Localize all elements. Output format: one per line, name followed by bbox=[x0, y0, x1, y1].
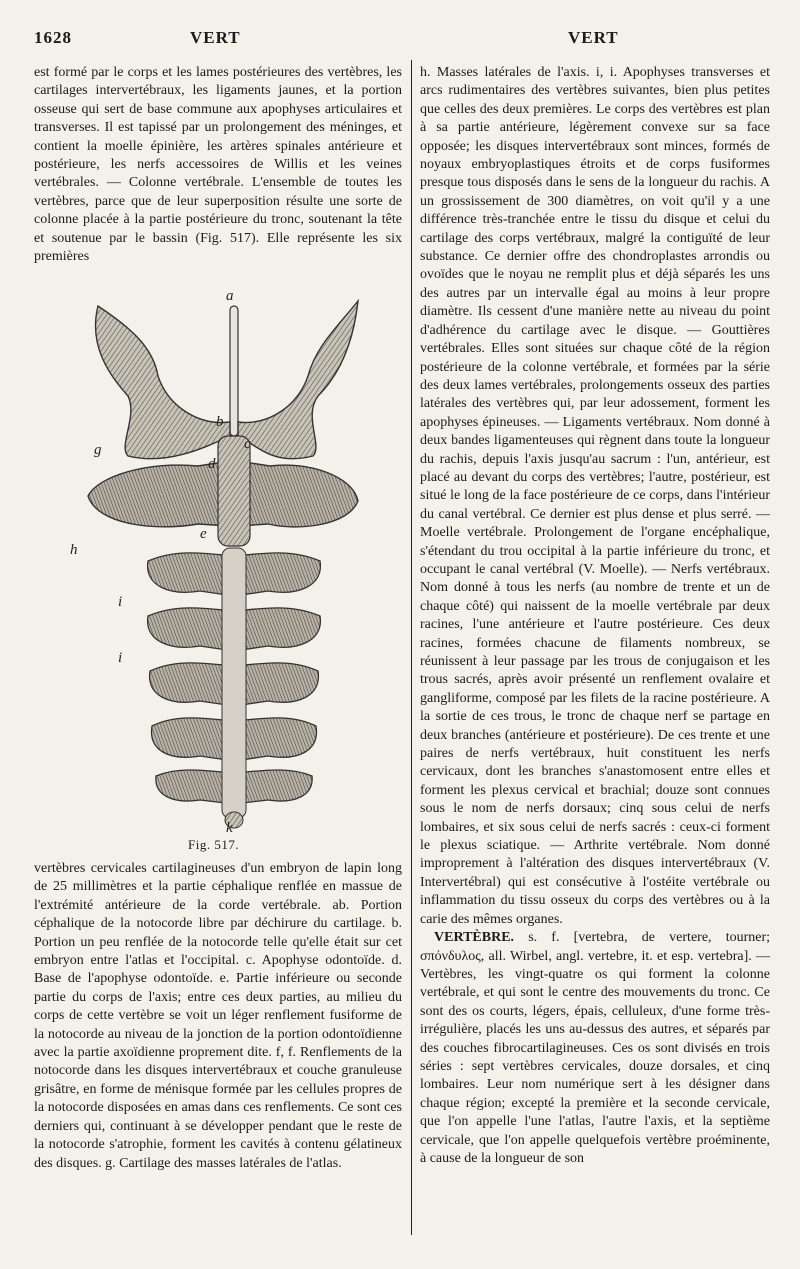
vertebral-column-drawing bbox=[58, 286, 380, 834]
left-column-top-text bbox=[34, 64, 402, 266]
figure-label-b: b bbox=[216, 414, 224, 430]
left-column-bottom-text bbox=[34, 860, 402, 1173]
figure-label-e: e bbox=[200, 526, 207, 542]
figure-517-illustration bbox=[58, 286, 380, 834]
page-number: 1628 bbox=[34, 28, 72, 47]
figure-legend-paragraph: vertèbres cervicales cartilagineuses d'un embryon de lapin long de 25 millimètres et la partie céphalique renflée en massue de l'extrémité antérieure de la corde vertébrale. ab. Portion céphalique de la notocorde libre par déchirure du cartilage. b. Portion un peu renflée de la notocorde telle qu'elle était sur cet embryon entre l'atlas et l'occipital. c. Apophyse odontoïde. d. Base de l'apophyse odontoïde. e. Partie inférieure ou seconde partie du corps de l'axis; entre ces deux parties, au milieu du corps de cette vertèbre se voit un léger renflement fusiforme de la notocorde au niveau de la jonction de la portion odontoïdienne avec la partie axoïdienne proprement dite. f, f. Renflements de la notocorde dans les disques intervertébraux et couche granuleuse grisâtre, en forme de ménisque formée par les cellules propres de la notocorde disposées en amas dans ces renflements. Ce sont ces derniers qui, continuant à se développer pendant que le reste de la notocorde s'atrophie, forment les cavités à contenu gélatineux des disques. g. Cartilage des masses latérales de l'atlas. bbox=[34, 861, 402, 1171]
figure-caption: Fig. 517. bbox=[188, 837, 240, 852]
atlas-left-mass bbox=[95, 306, 230, 459]
figure-label-c: c bbox=[244, 436, 251, 452]
right-column bbox=[420, 64, 770, 1168]
figure-label-h: h bbox=[70, 542, 78, 558]
entry-headword: VERTÈBRE. bbox=[434, 930, 515, 946]
notochord-rod bbox=[230, 306, 238, 436]
figure-label-k: k bbox=[226, 820, 233, 834]
running-head-left: VERT bbox=[190, 28, 241, 47]
atlas-right-mass bbox=[238, 301, 358, 459]
axis-body bbox=[218, 436, 250, 546]
running-head-right: VERT bbox=[568, 28, 619, 47]
column-divider bbox=[411, 60, 412, 1235]
entry-text: s. f. [vertebra, de vertere, tourner; σπόνδυλος, all. Wirbel, angl. vertebre, it. et esp. vertebra]. — Vertèbres, les vingt-quatre os qui forment la colonne vertébrale, et qui sont le centre des mouvements du tronc. Ce sont des os courts, légers, épais, celluleux, d'une forme très-irrégulière, placés les uns au-dessus des autres, et séparés par des couches fibrocartilagineuses. Ces os sont divisés en trois séries : sept vertèbres cervicales, douze dorsales, et cinq lombaires. Leur nom numérique sert à les désigner dans chaque région; excepté la première et la seconde cervicale, que l'on appelle l'une l'atlas, l'autre l'axis, et la septième cervicale, que l'on appelle quelquefois vertèbre proéminente, à cause de la longueur de son bbox=[420, 930, 771, 1166]
paragraph: est formé par le corps et les lames postérieures des vertèbres, les cartilages intervertébraux, les ligaments jaunes, et la portion osseuse qui sert de base commune aux apophyses articulaires et transverses. Il est tapissé par un prolongement des méninges, et contient la moelle épinière, les artères spinales antérieure et postérieure, les nerfs accessoires de Willis et les veines vertébrales. — Colonne vertébrale. L'ensemble de toutes les vertèbres, parce que de leur superposition résulte une sorte de colonne placée à la partie postérieure du tronc, soutenant la tête et soutenue par le bassin (Fig. 517). Elle représente les six premières bbox=[34, 65, 402, 265]
dictionary-entry bbox=[420, 929, 770, 1168]
figure-label-i-2: i bbox=[118, 650, 123, 666]
cervical-vertebrae-stack bbox=[148, 548, 321, 828]
figure-label-d: d bbox=[208, 456, 216, 472]
figure-label-a: a bbox=[226, 288, 234, 304]
paragraph: h. Masses latérales de l'axis. i, i. Apophyses transverses et arcs rudimentaires des vertèbres suivantes, bien plus petites que celles des deux premières. Le corps des vertèbres est plan à sa partie antérieure, légèrement convexe sur sa face opposée; les disques intervertébraux sont minces, formés de noyaux embryoplastiques étroits et de corps fusiformes presque tous disposés dans le sens de la longueur du rachis. A un grossissement de 300 diamètres, on voit qu'il y a une différence très-tranchée entre le tissu du disque et celui du cartilage des corps vertébraux, malgré la contiguïté de leur substance. Ce dernier offre des chondroplastes arrondis ou ovoïdes que le noyau ne remplit plus et déjà séparés les uns des autres par un intervalle égal au moins à leur propre diamètre. Ils cessent d'une manière nette au niveau du point d'adhérence du cartilage avec le disque. — Gouttières vertébrales. Elles sont situées sur chaque côté de la région postérieure de la colonne vertébrale, et formées par la série des deux lames vertébrales, prolongements osseux des parties latérales des vertèbres qui, par leur adossement, forment les apophyses épineuses. — Ligaments vertébraux. Nom donné à deux bandes ligamenteuses qui règnent dans toute la longueur du rachis, depuis l'axis jusqu'au sacrum : l'un, antérieur, est placé au devant du corps des vertèbres; l'autre, postérieur, est situé le long de la face postérieure de ce corps, dans l'intérieur du canal vertébral. Ce dernier est plus dense et plus serré. — Moelle vertébrale. Prolongement de l'organe encéphalique, s'étendant du trou occipital à la partie inférieure du tronc, et occupant le canal vertébral (V. Moelle). — Nerfs vertébraux. Nom donné à tous les nerfs (au nombre de trente et un de chaque côté) qui naissent de la moelle vertébrale par deux racines, l'une antérieure et l'autre postérieure. Ces deux racines, formées chacune de filaments nombreux, se réunissent à leur passage par les trous de conjugaison et les trous sacrés, après avoir présenté un renflement ovalaire et gangliforme, composé par les filets de la racine postérieure. A la sortie de ces trous, le tronc de chaque nerf se partage en deux branches (antérieure et postérieure). De ces trente et une paires de nerfs vertébraux, huit constituent les nerfs cervicaux, dont les branches s'anastomosent entre elles et forment les plexus cervical et brachial; douze sont connues sous le nom de nerfs dorsaux; cinq sous celui de nerfs lombaires, et six sous celui de nerfs sacrés : ceux-ci forment le plexus sciatique. — Arthrite vertébrale. Nom donné improprement à l'altération des disques intervertébraux (V. Intervertébral) qui est consécutive à l'ostéite vertébrale ou inflammation du tissu osseux du corps des vertèbres ou à la carie des mêmes organes. bbox=[420, 65, 770, 927]
figure-label-g: g bbox=[94, 442, 102, 458]
figure-label-i-1: i bbox=[118, 594, 123, 610]
